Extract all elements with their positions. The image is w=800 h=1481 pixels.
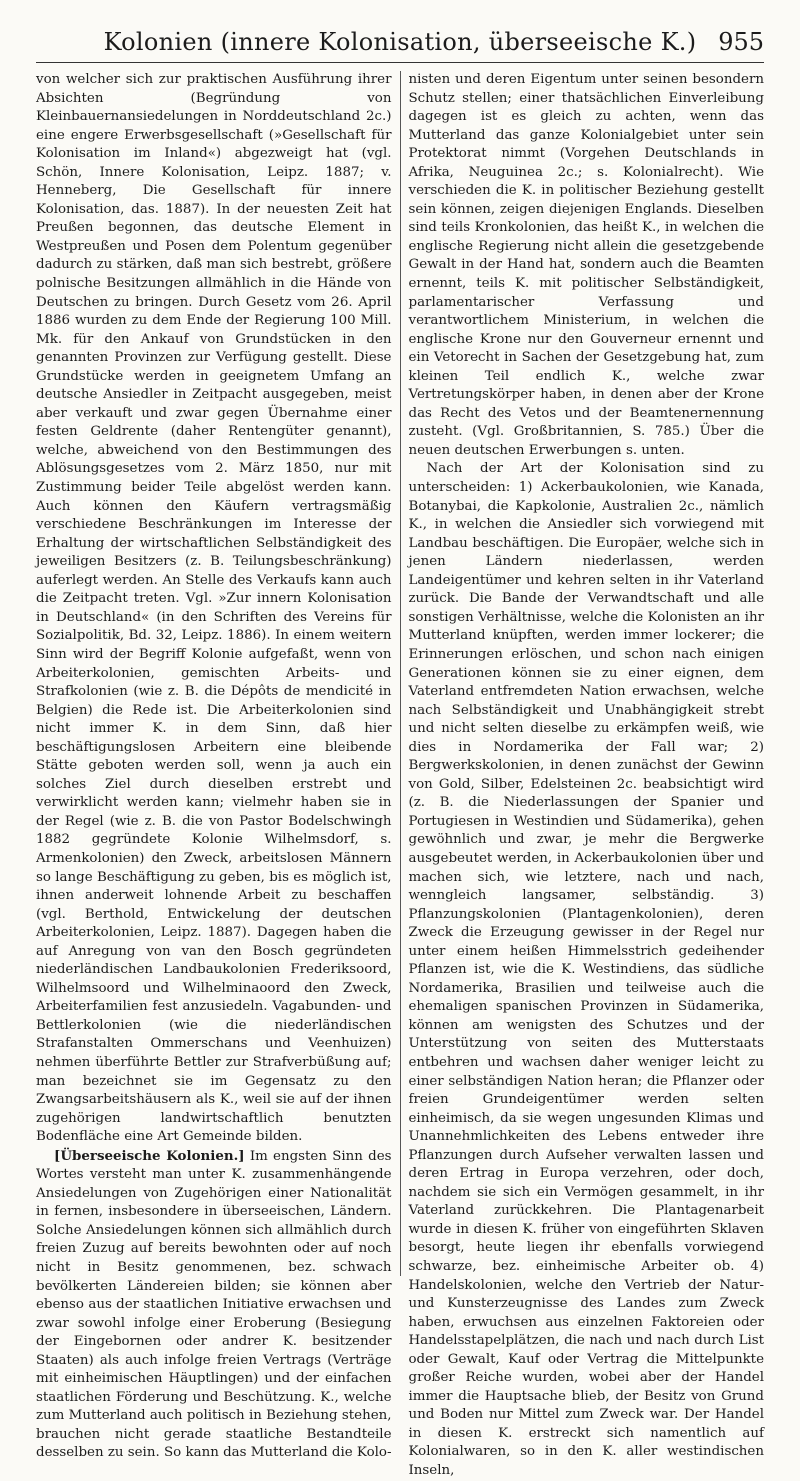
- page-number: 955: [718, 28, 764, 56]
- paragraph-protectorate: nisten und deren Eigentum unter seinen besondern Schutz stellen; einer thatsächlichen Einverleibung dagegen ist es gleich zu achten, wenn das Mutterland das ganze Kolonialgebiet unter sein Protektorat nimmt (Vorgehen Deutschlands in Afrika, Neuguinea 2c.; s. Kolonialrecht). Wie verschieden die K. in politischer Beziehung gestellt sein können, zeigen diejenigen Englands. Dieselben sind teils Kronkolonien, das heißt K., in welchen die englische Regierung nicht allein die gesetzgebende Gewalt in der Hand hat, sondern auch die Beamten ernennt, teils K. mit politischer Selbständigkeit, parlamentarischer Verfassung und verantwortlichem Ministerium, in welchen die englische Krone nur den Gouverneur ernennt und ein Vetorecht in Sachen der Gesetzgebung hat, zum kleinen Teil endlich K., welche zwar Vertretungskörper haben, in denen aber der Krone das Recht des Vetos und der Beamtenernennung zusteht. (Vgl. Großbritannien, S. 785.) Über die neuen deutschen Erwerbungen s. unten.: [408, 72, 764, 458]
- paragraph-overseas-text: Im engsten Sinn des Wortes versteht man unter K. zusammenhängende Ansiedelungen von Zugehörigen einer Nationalität in fernen, insbesondere in überseeischen, Ländern. Solche Ansiedelungen können sich allmählich durch freien Zuzug auf bereits bewohnten oder auf noch nicht in Besitz genommenen, bez. schwach bevölkerten Ländereien bilden; sie können aber ebenso aus der staatlichen Initiative erwachsen und zwar sowohl infolge einer Eroberung (Besiegung der Eingebornen oder andrer K. besitzender Staaten) als auch infolge freien Vertrags (Verträge mit einheimischen Häuptlingen) und der einfachen staatlichen Förderung und Beschützung. K., welche zum Mutterland auch politisch in Beziehung stehen, brauchen nicht gerade staatliche Bestandteile desselben zu sein. So kann das Mutterland die Kolo-: [36, 1148, 392, 1461]
- text-columns: [36, 71, 764, 1479]
- section-heading-overseas: [Überseeische Kolonien.]: [54, 1147, 245, 1164]
- paragraph-inner-colonization: von welcher sich zur praktischen Ausführung ihrer Absichten (Begründung von Kleinbauernansiedelungen in Norddeutschland 2c.) eine engere Erwerbsgesellschaft (»Gesellschaft für Kolonisation im Inland«) abgezweigt hat (vgl. Schön, Innere Kolonisation, Leipz. 1887; v. Henneberg, Die Gesellschaft für innere Kolonisation, das. 1887). In der neuesten Zeit hat Preußen begonnen, das deutsche Element in Westpreußen und Posen dem Polentum gegenüber dadurch zu stärken, daß man sich bestrebt, größere polnische Besitzungen allmählich in die Hände von Deutschen zu bringen. Durch Gesetz vom 26. April 1886 wurden zu dem Ende der Regierung 100 Mill. Mk. für den Ankauf von Grundstücken in den genannten Provinzen zur Verfügung gestellt. Diese Grundstücke werden in geeignetem Umfang an deutsche Ansiedler in Zeitpacht ausgegeben, meist aber verkauft und zwar gegen Übernahme einer festen Geldrente (daher Rentengüter genannt), welche, abweichend von den Bestimmungen des Ablösungsgesetzes vom 2. März 1850, nur mit Zustimmung beider Teile abgelöst werden kann. Auch können den Käufern vertragsmäßig verschiedene Beschränkungen im Interesse der Erhaltung der wirtschaftlichen Selbständigkeit des jeweiligen Besitzers (z. B. Teilungsbeschränkung) auferlegt werden. An Stelle des Verkaufs kann auch die Zeitpacht treten. Vgl. »Zur innern Kolonisation in Deutschland« (in den Schriften des Vereins für Sozialpolitik, Bd. 32, Leipz. 1886). In einem weitern Sinn wird der Begriff Kolonie aufgefaßt, wenn von Arbeiterkolonien, gemischten Arbeits- und Strafkolonien (wie z. B. die Dépôts de mendicité in Belgien) die Rede ist. Die Arbeiterkolonien sind nicht immer K. in dem Sinn, daß hier beschäftigungslosen Arbeitern eine bleibende Stätte geboten werden soll, wenn ja auch ein solches Ziel durch dieselben erstrebt und verwirklicht werden kann; vielmehr haben sie in der Regel (wie z. B. die von Pastor Bodelschwingh 1882 gegründete Kolonie Wilhelmsdorf, s. Armenkolonien) den Zweck, arbeitslosen Männern so lange Beschäftigung zu geben, bis es möglich ist, ihnen anderweit lohnende Arbeit zu beschaffen (vgl. Berthold, Entwickelung der deutschen Arbeiterkolonien, Leipz. 1887). Dagegen haben die auf Anregung von van den Bosch gegründeten niederländischen Landbaukolonien Frederiksoord, Wilhelmsoord und Wilhelminaoord den Zweck, Arbeiterfamilien fest anzusiedeln. Vagabunden- und Bettlerkolonien (wie die niederländischen Strafanstalten Ommerschans und Veenhuizen) nehmen überführte Bettler zur Strafverbüßung auf; man bezeichnet sie im Gegensatz zu den Zwangsarbeitshäusern als K., weil sie auf der ihnen zugehörigen landwirtschaftlich benutzten Bodenfläche eine Art Gemeinde bilden.: [36, 72, 392, 1145]
- page-header: [36, 22, 764, 63]
- paragraph-colony-types: Nach der Art der Kolonisation sind zu unterscheiden: 1) Ackerbaukolonien, wie Kanada, Botanybai, die Kapkolonie, Australien 2c., nämlich K., in welchen die Ansiedler sich vorwiegend mit Landbau beschäftigen. Die Europäer, welche sich in jenen Ländern niederlassen, werden Landeigentümer und kehren selten in ihr Vaterland zurück. Die Bande der Verwandtschaft und alle sonstigen Verhältnisse, welche die Kolonisten an ihr Mutterland knüpften, werden immer lockerer; die Erinnerungen erlöschen, und schon nach einigen Generationen können sie zu einer eignen, dem Vaterland entfremdeten Nation erwachsen, welche nach Selbständigkeit und Unabhängigkeit strebt und nicht selten dieselbe zu erkämpfen weiß, wie dies in Nordamerika der Fall war; 2) Bergwerkskolonien, in denen zunächst der Gewinn von Gold, Silber, Edelsteinen 2c. beabsichtigt wird (z. B. die Niederlassungen der Spanier und Portugiesen in Westindien und Südamerika), gehen gewöhnlich und zwar, je mehr die Bergwerke ausgebeutet werden, in Ackerbaukolonien über und machen sich, wie letztere, nach und nach, wenngleich langsamer, selbständig. 3) Pflanzungskolonien (Plantagenkolonien), deren Zweck die Erzeugung gewisser in der Regel nur unter einem heißen Himmelsstrich gedeihender Pflanzen ist, wie die K. Westindiens, das südliche Nordamerika, Brasilien und teilweise auch die ehemaligen spanischen Provinzen in Südamerika, können am wenigsten des Schutzes und der Unterstützung von seiten des Mutterstaats entbehren und wachsen daher weniger leicht zu einer selbständigen Nation heran; die Pflanzer oder freien Grundeigentümer werden selten einheimisch, da sie wegen ungesunden Klimas und Unannehmlichkeiten des Lebens entweder ihre Pflanzungen durch Aufseher verwalten lassen und deren Ertrag in Europa verzehren, oder doch, nachdem sie sich ein Vermögen gesammelt, in ihr Vaterland zurückkehren. Die Plantagenarbeit wurde in diesen K. früher von eingeführten Sklaven besorgt, heute liegen ihr ebenfalls vorwiegend schwarze, bez. einheimische Arbeiter ob. 4) Handelskolonien, welche den Vertrieb der Natur- und Kunsterzeugnisse des Landes zum Zweck haben, erwuchsen aus einzelnen Faktoreien oder Handelsstapelplätzen, die nach und nach durch List oder Gewalt, Kauf oder Vertrag die Mittelpunkte großer Reiche wurden, wobei aber der Handel immer die Hauptsache blieb, der Besitz von Grund und Boden nur Mittel zum Zweck war. Der Handel in diesen K. erstreckt sich namentlich auf Kolonialwaren, so in den K. aller westindischen Inseln,: [408, 461, 764, 1479]
- running-head: Kolonien (innere Kolonisation, überseeische K.): [103, 28, 697, 56]
- right-column: [401, 71, 765, 1479]
- paragraph-overseas-colonies: [36, 1147, 392, 1463]
- left-column: [36, 71, 401, 1461]
